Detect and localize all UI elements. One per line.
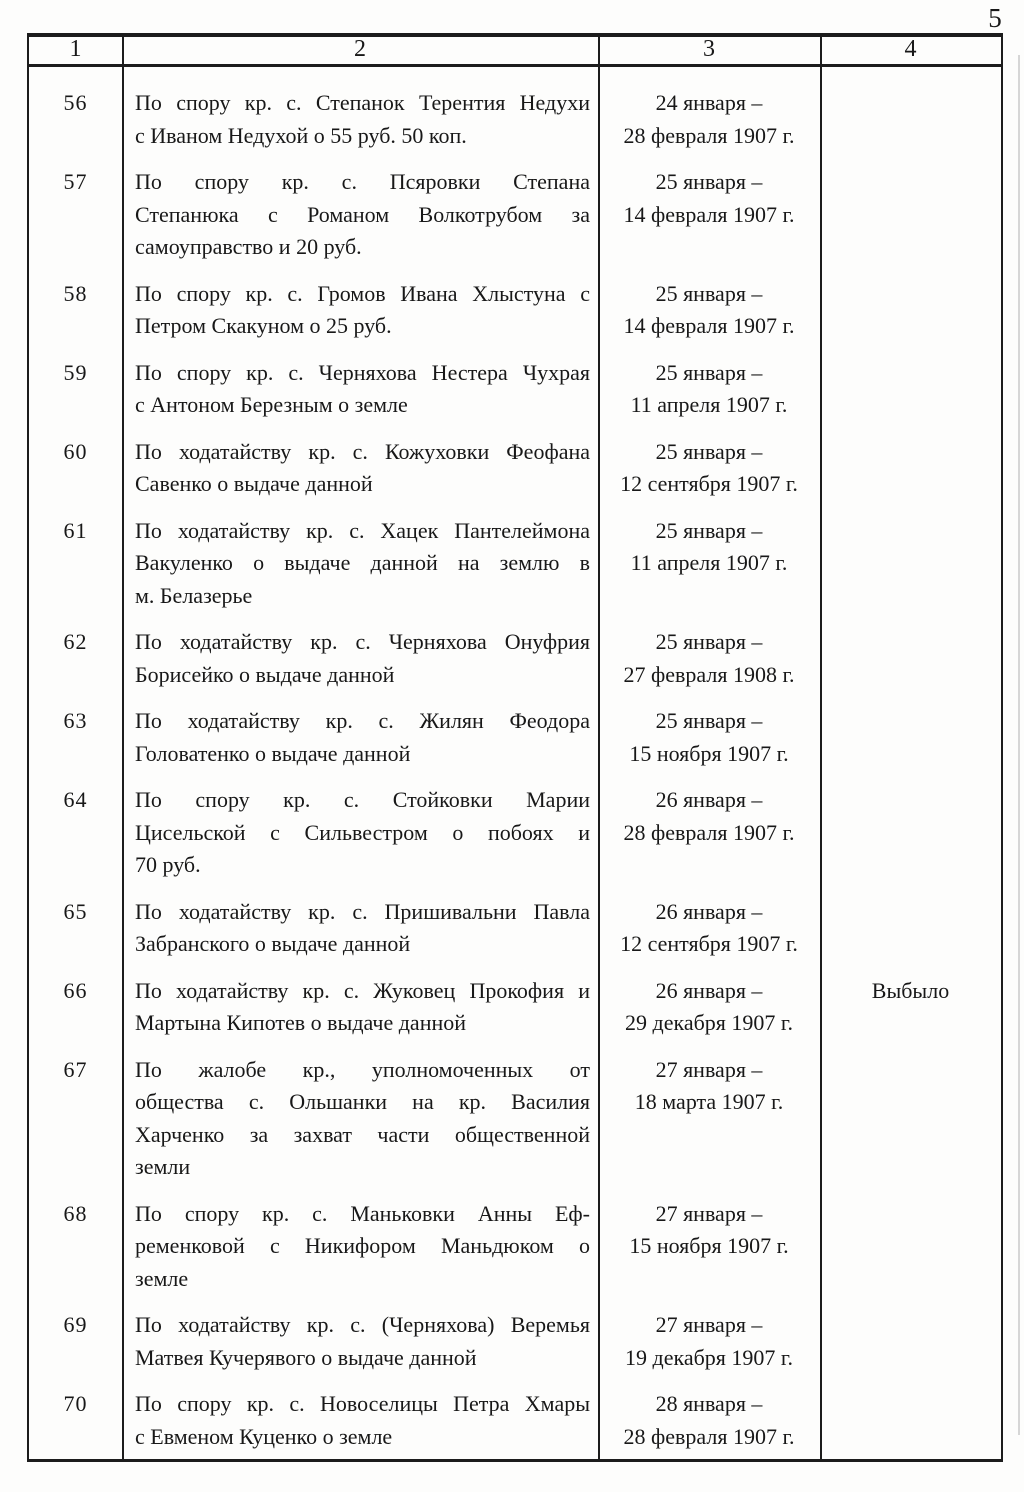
- case-number: 57: [63, 169, 88, 194]
- desc-line: По спору кр. с. Степанок Терентия Недухи: [135, 90, 590, 115]
- date-from: 25 января –: [655, 359, 763, 385]
- case-number: 56: [63, 90, 88, 115]
- date-to: 18 марта 1907 г.: [634, 1089, 784, 1114]
- date-from: 25 января –: [655, 708, 763, 733]
- desc-line: ременковой с Никифором Маньдюком о: [135, 1233, 590, 1258]
- desc-line: По спору кр. с. Псяровки Степана: [135, 169, 590, 194]
- table-row: [29, 436, 1001, 501]
- desc-line: самоуправство и 20 руб.: [135, 234, 362, 259]
- table-row: [29, 515, 1001, 613]
- date-from: 25 января –: [655, 629, 763, 654]
- case-note: [820, 896, 1001, 961]
- desc-line: Мартына Кипотев о выдаче данной: [135, 1010, 467, 1035]
- case-dates: [598, 436, 820, 501]
- case-dates: [598, 1388, 820, 1453]
- case-number: 60: [63, 438, 88, 464]
- desc-line: По ходатайству кр. с. (Черняхова) Веремья: [135, 1312, 590, 1337]
- date-to: 14 февраля 1907 г.: [623, 201, 795, 227]
- case-number: 65: [63, 898, 88, 924]
- case-note: [820, 784, 1001, 882]
- table-row: [29, 975, 1001, 1040]
- header-col-1: 1: [69, 36, 82, 62]
- desc-line: По спору кр. с. Новоселицы Петра Хмары: [135, 1391, 590, 1416]
- case-dates: [598, 626, 820, 691]
- desc-line: Матвея Кучерявого о выдаче данной: [135, 1344, 477, 1370]
- case-note: [820, 705, 1001, 770]
- case-number: 63: [63, 708, 88, 733]
- case-number: 70: [63, 1391, 88, 1416]
- desc-line: Забранского о выдаче данной: [135, 931, 411, 956]
- case-description: [122, 1198, 598, 1296]
- date-to: 27 февраля 1908 г.: [623, 661, 795, 687]
- case-note: [820, 626, 1001, 691]
- desc-line: с Иваном Недухой о 55 руб. 50 коп.: [135, 122, 467, 148]
- date-to: 29 декабря 1907 г.: [625, 1010, 793, 1035]
- date-from: 27 января –: [655, 1200, 763, 1226]
- case-description: [122, 87, 598, 152]
- desc-line: По ходатайству кр. с. Хацек Пантелеймона: [135, 517, 590, 543]
- date-from: 24 января –: [655, 90, 763, 115]
- desc-line: 70 руб.: [135, 852, 201, 877]
- case-dates: [598, 515, 820, 613]
- desc-line: Петром Скакуном о 25 руб.: [135, 313, 392, 338]
- desc-line: Степанюка с Романом Волкотрубом за: [135, 201, 590, 227]
- table-row: [29, 166, 1001, 264]
- case-note: [820, 1198, 1001, 1296]
- date-to: 15 ноября 1907 г.: [629, 740, 789, 766]
- case-number: 67: [63, 1056, 88, 1082]
- table-header: [29, 37, 1001, 67]
- column-divider-2: [598, 37, 600, 1459]
- desc-line: Вакуленко о выдаче данной на землю в: [135, 550, 590, 575]
- date-to: 11 апреля 1907 г.: [630, 392, 788, 417]
- case-dates: [598, 975, 820, 1040]
- date-to: 28 февраля 1907 г.: [623, 819, 795, 845]
- case-dates: [598, 357, 820, 422]
- table-row: [29, 626, 1001, 691]
- date-from: 25 января –: [655, 169, 763, 194]
- column-divider-3: [820, 37, 822, 1459]
- date-to: 12 сентября 1907 г.: [620, 931, 798, 956]
- table-row: [29, 1198, 1001, 1296]
- desc-line: земли: [135, 1154, 191, 1179]
- header-col-3: 3: [703, 36, 715, 62]
- case-note: [820, 166, 1001, 264]
- case-description: [122, 896, 598, 961]
- desc-line: Борисейко о выдаче данной: [135, 661, 395, 687]
- date-from: 28 января –: [655, 1391, 763, 1416]
- desc-line: По спору кр. с. Стойковки Марии: [135, 787, 590, 812]
- case-dates: [598, 705, 820, 770]
- date-from: 25 января –: [655, 280, 763, 306]
- date-to: 11 апреля 1907 г.: [630, 550, 788, 575]
- case-number: 64: [63, 787, 88, 812]
- desc-line: Цисельской с Сильвестром о побоях и: [135, 819, 590, 845]
- table-body: [29, 67, 1001, 1459]
- desc-line: По ходатайству кр. с. Кожуховки Феофана: [135, 438, 590, 464]
- case-note: [820, 357, 1001, 422]
- case-description: [122, 515, 598, 613]
- case-dates: [598, 784, 820, 882]
- case-note: [820, 436, 1001, 501]
- date-to: 15 ноября 1907 г.: [629, 1233, 789, 1258]
- desc-line: По спору кр. с. Черняхова Нестера Чухрая: [135, 359, 590, 385]
- table-row: [29, 1309, 1001, 1374]
- desc-line: м. Белазерье: [135, 582, 253, 608]
- desc-line: По спору кр. с. Громов Ивана Хлыстуна с: [135, 280, 590, 306]
- table-row: [29, 357, 1001, 422]
- case-register-table: [27, 33, 1003, 1462]
- header-col-4: 4: [904, 36, 917, 62]
- page-number: 5: [988, 3, 1002, 33]
- date-from: 25 января –: [655, 517, 763, 543]
- date-from: 25 января –: [655, 438, 763, 464]
- case-note: [820, 87, 1001, 152]
- desc-line: По ходатайству кр. с. Жилян Феодора: [135, 708, 590, 733]
- table-row: [29, 1388, 1001, 1453]
- desc-line: общества с. Ольшанки на кр. Василия: [135, 1089, 590, 1114]
- case-number: 62: [63, 629, 88, 654]
- date-from: 27 января –: [655, 1312, 763, 1337]
- table-row: [29, 87, 1001, 152]
- case-number: 58: [63, 280, 88, 306]
- case-dates: [598, 1054, 820, 1184]
- date-from: 27 января –: [655, 1056, 763, 1082]
- case-number: 69: [63, 1312, 88, 1337]
- header-col-2: 2: [354, 36, 366, 62]
- scan-edge-artifact: [1018, 55, 1020, 1435]
- case-description: [122, 784, 598, 882]
- date-to: 14 февраля 1907 г.: [623, 313, 795, 338]
- date-to: 28 февраля 1907 г.: [623, 1423, 795, 1449]
- case-note: [820, 1309, 1001, 1374]
- table-row: [29, 705, 1001, 770]
- case-note: Выбыло: [871, 977, 950, 1003]
- desc-line: с Антоном Березным о земле: [135, 392, 408, 417]
- desc-line: По ходатайству кр. с. Черняхова Онуфрия: [135, 629, 590, 654]
- case-note: [820, 1388, 1001, 1453]
- case-note: [820, 278, 1001, 343]
- case-description: [122, 1388, 598, 1453]
- case-description: [122, 975, 598, 1040]
- desc-line: земле: [135, 1265, 189, 1291]
- desc-line: По жалобе кр., уполномоченных от: [135, 1056, 590, 1082]
- case-number: 66: [63, 977, 88, 1003]
- date-to: 12 сентября 1907 г.: [620, 471, 798, 496]
- date-from: 26 января –: [655, 898, 763, 924]
- desc-line: По ходатайству кр. с. Пришивальни Павла: [135, 898, 590, 924]
- table-row: [29, 1054, 1001, 1184]
- case-dates: [598, 87, 820, 152]
- date-to: 28 февраля 1907 г.: [623, 122, 795, 148]
- case-description: [122, 166, 598, 264]
- desc-line: с Евменом Куценко о земле: [135, 1423, 393, 1449]
- desc-line: Савенко о выдаче данной: [135, 471, 373, 496]
- date-to: 19 декабря 1907 г.: [625, 1344, 793, 1370]
- date-from: 26 января –: [655, 787, 763, 812]
- date-from: 26 января –: [655, 977, 763, 1003]
- table-row: [29, 784, 1001, 882]
- case-description: [122, 357, 598, 422]
- table-row: [29, 896, 1001, 961]
- case-description: [122, 278, 598, 343]
- desc-line: По ходатайству кр. с. Жуковец Прокофия и: [135, 977, 590, 1003]
- case-description: [122, 626, 598, 691]
- case-description: [122, 436, 598, 501]
- case-description: [122, 705, 598, 770]
- case-note: [820, 1054, 1001, 1184]
- case-description: [122, 1309, 598, 1374]
- case-description: [122, 1054, 598, 1184]
- case-number: 59: [63, 359, 88, 385]
- case-dates: [598, 166, 820, 264]
- desc-line: По спору кр. с. Маньковки Анны Еф-: [135, 1200, 590, 1226]
- desc-line: Головатенко о выдаче данной: [135, 740, 411, 766]
- desc-line: Харченко за захват части общественной: [135, 1121, 590, 1147]
- case-number: 61: [63, 517, 88, 543]
- case-dates: [598, 896, 820, 961]
- case-number: 68: [63, 1200, 88, 1226]
- table-row: [29, 278, 1001, 343]
- case-dates: [598, 1309, 820, 1374]
- case-dates: [598, 1198, 820, 1296]
- column-divider-1: [122, 37, 124, 1459]
- case-note: [820, 515, 1001, 613]
- case-dates: [598, 278, 820, 343]
